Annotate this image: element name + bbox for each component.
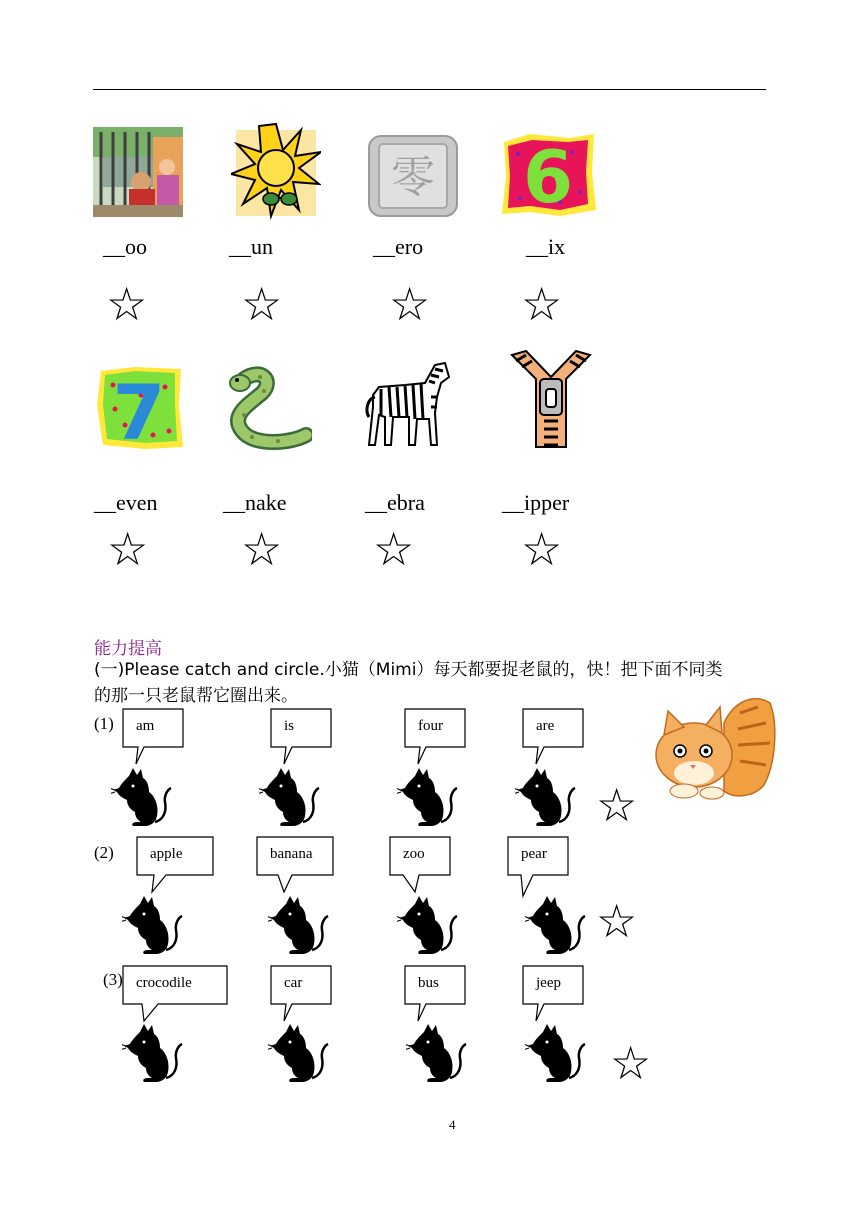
star-icon: ☆ <box>373 522 415 576</box>
mouse-icon[interactable] <box>397 894 459 958</box>
star-icon: ☆ <box>389 277 431 331</box>
star-icon: ☆ <box>107 522 149 576</box>
group-number: (1) <box>94 714 114 733</box>
star-icon: ☆ <box>241 522 283 576</box>
word-blank: __oo <box>103 234 147 259</box>
star-icon: ☆ <box>521 522 563 576</box>
zero-tile-picture <box>367 132 457 222</box>
word-blank: __even <box>94 490 158 515</box>
mouse-icon[interactable] <box>111 766 173 830</box>
bubble-word: is <box>284 718 295 734</box>
six-glyph: 6 <box>522 135 574 216</box>
page-number: 4 <box>449 1117 456 1132</box>
mouse-icon[interactable] <box>397 766 459 830</box>
zero-glyph: 零 <box>391 152 435 203</box>
word-blank: __ix <box>526 234 566 259</box>
cat-picture <box>654 693 778 803</box>
seven-glyph: 7 <box>112 368 166 451</box>
speech-bubble <box>256 836 334 894</box>
bubble-word: apple <box>150 846 183 862</box>
mouse-icon[interactable] <box>525 1022 587 1086</box>
bubble-word: car <box>284 975 303 991</box>
instruction-line-1: (一)Please catch and circle.小猫（Mimi）每天都要捉老鼠的，快！把下面不同类 <box>94 660 723 680</box>
star-icon: ☆ <box>596 778 638 832</box>
speech-bubble <box>522 708 584 766</box>
zipper-picture <box>506 349 596 439</box>
bubble-word: pear <box>521 846 547 862</box>
word-blank: __ebra <box>365 490 425 515</box>
mouse-icon[interactable] <box>122 1022 184 1086</box>
bubble-word: am <box>136 718 155 734</box>
speech-bubble <box>136 836 214 894</box>
word-blank: __nake <box>223 490 287 515</box>
section-heading: 能力提高 <box>94 639 162 659</box>
bubble-word: crocodile <box>136 975 192 991</box>
bubble-word: bus <box>418 975 439 991</box>
speech-bubble <box>404 965 466 1023</box>
star-icon: ☆ <box>610 1036 652 1090</box>
word-blank: __un <box>229 234 273 259</box>
bubble-word: banana <box>270 846 313 862</box>
mouse-icon[interactable] <box>525 894 587 958</box>
sun-picture <box>231 122 321 212</box>
mouse-icon[interactable] <box>268 894 330 958</box>
speech-bubble <box>522 965 584 1023</box>
star-icon: ☆ <box>241 277 283 331</box>
speech-bubble <box>270 708 332 766</box>
mouse-icon[interactable] <box>122 894 184 958</box>
mouse-icon[interactable] <box>515 766 577 830</box>
zebra-picture <box>365 357 455 447</box>
star-icon: ☆ <box>106 277 148 331</box>
header-rule <box>93 89 766 90</box>
mouse-icon[interactable] <box>268 1022 330 1086</box>
speech-bubble <box>389 836 451 894</box>
speech-bubble <box>404 708 466 766</box>
six-picture <box>500 132 590 222</box>
bubble-word: zoo <box>403 846 425 862</box>
speech-bubble <box>270 965 332 1023</box>
word-blank: __ero <box>373 234 424 259</box>
star-icon: ☆ <box>596 894 638 948</box>
bubble-word: jeep <box>536 975 561 991</box>
group-number: (3) <box>103 970 123 989</box>
speech-bubble <box>122 965 228 1023</box>
seven-picture <box>95 365 185 455</box>
zoo-picture <box>93 127 183 217</box>
speech-bubble <box>507 836 569 898</box>
word-blank: __ipper <box>502 490 570 515</box>
mouse-icon[interactable] <box>259 766 321 830</box>
bubble-word: four <box>418 718 443 734</box>
snake-picture <box>222 365 312 455</box>
group-number: (2) <box>94 843 114 862</box>
bubble-word: are <box>536 718 555 734</box>
speech-bubble <box>122 708 184 766</box>
mouse-icon[interactable] <box>406 1022 468 1086</box>
instruction-line-2: 的那一只老鼠帮它圈出来。 <box>94 686 298 706</box>
star-icon: ☆ <box>521 277 563 331</box>
